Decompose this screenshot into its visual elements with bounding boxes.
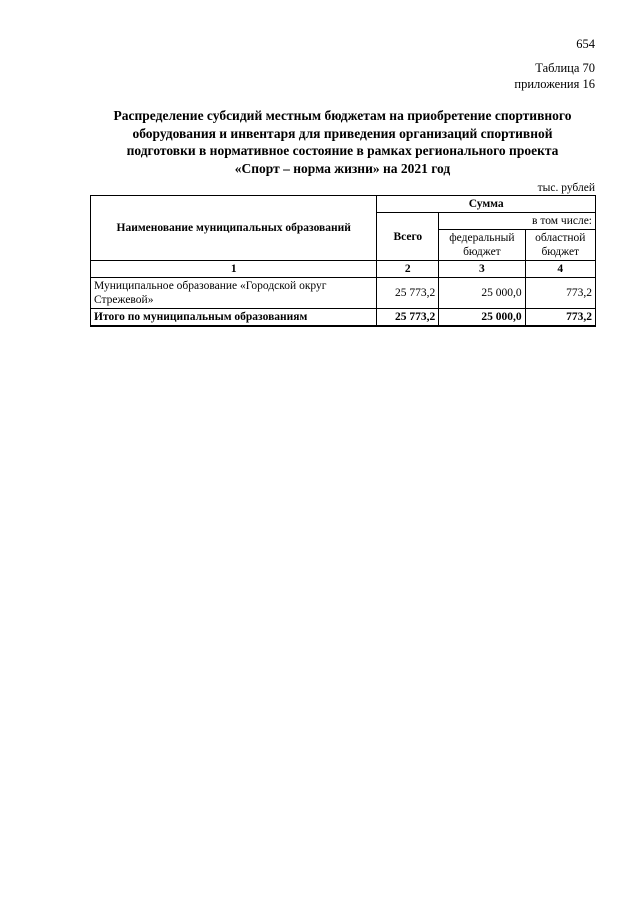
units-label: тыс. рублей	[537, 182, 595, 194]
header-municipality: Наименование муниципальных образований	[91, 196, 377, 261]
document-title	[90, 107, 595, 177]
total-label: Итого по муниципальным образованиям	[91, 309, 377, 327]
total-federal: 25 000,0	[439, 309, 525, 327]
cell-total: 25 773,2	[377, 278, 439, 309]
header-total: Всего	[377, 213, 439, 261]
cell-municipality: Муниципальное образование «Городской округ Стрежевой»	[91, 278, 377, 309]
title-line: оборудования и инвентаря для приведения организаций спортивной	[132, 125, 553, 141]
header-regional-budget: областной бюджет	[525, 230, 595, 261]
total-sum: 25 773,2	[377, 309, 439, 327]
cell-federal: 25 000,0	[439, 278, 525, 309]
column-number: 2	[377, 261, 439, 278]
header-including: в том числе:	[439, 213, 596, 230]
table-reference	[514, 60, 595, 92]
title-line: подготовки в нормативное состояние в рамках регионального проекта	[126, 143, 559, 158]
cell-regional: 773,2	[525, 278, 595, 309]
header-sum: Сумма	[377, 196, 596, 213]
appendix-number: приложения 16	[514, 77, 595, 91]
total-row	[91, 309, 596, 327]
header-federal-budget: федеральный бюджет	[439, 230, 525, 261]
column-number: 3	[439, 261, 525, 278]
table-row	[91, 278, 596, 309]
table-number: Таблица 70	[535, 61, 595, 75]
column-number: 1	[91, 261, 377, 278]
page-number: 654	[576, 37, 595, 51]
column-number: 4	[525, 261, 595, 278]
title-line: Распределение субсидий местным бюджетам на приобретение спортивного	[113, 108, 572, 123]
total-regional: 773,2	[525, 309, 595, 327]
subsidy-table	[90, 195, 596, 327]
title-line: «Спорт – норма жизни» на 2021 год	[234, 160, 451, 176]
